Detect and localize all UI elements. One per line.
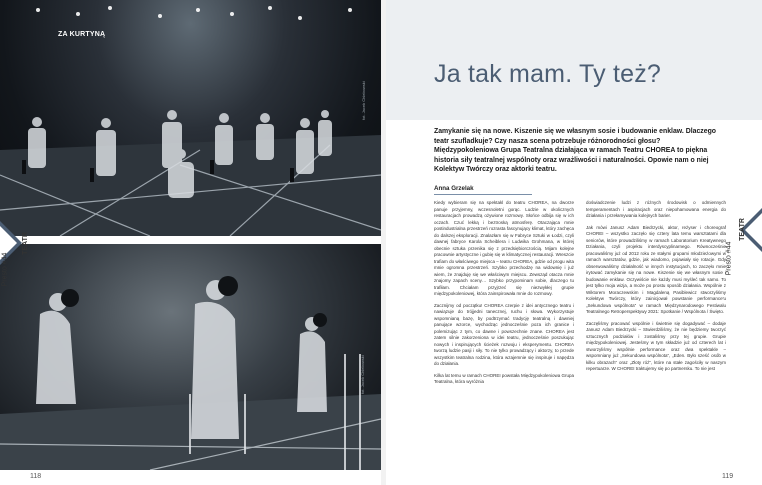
stage-photo-bottom bbox=[0, 244, 381, 470]
photo-credit-bottom: fot. Jacek Chlebowski bbox=[360, 355, 365, 394]
author-rule bbox=[434, 194, 532, 195]
side-tab-magazine-left: Presto #44 bbox=[1, 252, 9, 287]
body-paragraph: Jak mówi Janusz Adam Biedrzycki, aktor, reżyser i choreograf CHOREI – wszystko zaczęło się cztery lata temu warsztatami dla seniorów, które prowadziliśmy w ramach Laboratorium Kreatywnego Działania, czyli projektu interdyscyplinarnego. Równocześnie pracowaliśmy już od 2012 roku ze stałymi grupami młodzieżowymi w ramach warsztatów, gdzie, jak wiadomo, pojawiały się rotacje. Gdy obserwowaliśmy działalność w innych instytucjach, to zaczęło mnie irytować zamykanie się na nowe. Kiszenie się we własnym sosie i budowanie enklaw. Oczywiście nie każdy musi myśleć tak samo. To jest tylko moja wizja, a może po prostu sposób działania. Wspólnie z Wiktorem Moraczewskim i Magdaleną Pasiblewicz stworzyliśmy Kolektyw Twórczy, który zainicjował powstanie performance'u „Sekundowa wspólnota” w ramach Międzynarodowego Festiwalu Teatralnego Retroperspektywy 2021: Spotkanie / Wspólnota / Święto. bbox=[586, 224, 726, 314]
photo-credit-top: fot. Jacek Chlebowski bbox=[361, 81, 366, 120]
body-paragraph: Kilka lat temu w ramach CHOREI powstała Międzypokoleniowa Grupa Teatralna, która wyróżnia bbox=[434, 372, 574, 384]
page-number-right: 119 bbox=[722, 473, 734, 480]
section-label: ZA KURTYNĄ bbox=[58, 31, 106, 38]
body-column-1 bbox=[434, 200, 574, 470]
article-headline: Ja tak mam. Ty też? bbox=[434, 60, 662, 88]
body-paragraph: Zacznijmy od początku! CHOREA czerpie z idei antycznego teatru i nawiązuje do trójjedni tanecznej, ruchu i słowa. Wykorzystuje wspomnianą bazę, by podtrzymać tradycję teatralną i dawniej panujące wzorce, wychodząc jednocześnie poza ich granice i polemizując z tym, co dawne i powszechnie znane. CHOREA jest zatem silnie zakorzeniona w idei teatru, jednocześnie poszukując nowych i inspirujących ścieżek rozwoju i eksperymentu. CHOREA tworzą ludzie pasji i siły. To nie tylko prowadzący i aktorzy, to przede wszystkim teatralna rodzina, która wzajemnie się inspiruje i napędza do działania. bbox=[434, 302, 574, 366]
article-lead: Zamykanie się na nowe. Kiszenie się we własnym sosie i budowanie enklaw. Dlaczego teatr szufladkuje? Czy nasza scena potrzebuje różnorodności głosu? Międzypokoleniowa Grupa Teatralna działająca w ramach Teatru CHOREA to piękna historia siły teatralnej wspólnoty oraz wrażliwości i naturalności. Opowie nam o niej Kolektyw Twórczy oraz aktorki teatru. bbox=[434, 128, 716, 174]
side-tab-section-right: TEATR bbox=[738, 218, 746, 241]
stage-photo-top bbox=[0, 0, 381, 236]
side-tab-section-left: TEATR bbox=[21, 232, 29, 255]
side-arrow-right-inner bbox=[745, 213, 762, 247]
side-tab-magazine-right: Presto #44 bbox=[725, 241, 733, 276]
article-author: Anna Grzelak bbox=[434, 185, 474, 192]
page-number-left: 118 bbox=[30, 473, 42, 480]
right-page bbox=[386, 0, 762, 485]
body-paragraph: Zaczęliśmy pracować wspólnie i świetnie się dogadywać – dodaje Janusz Adam Biedrzycki – Stwierdziliśmy, że nie będziemy tworzyć sztucznych podziałów i zostaliśmy przy tej grupie. Grupie międzypokoleniowej. Jesteśmy w tym składzie już od czterech lat i stworzyliśmy wspólnie performance oraz dwa spektakle – wspomniany już „Sekundowa wspólnota”, „Eden. Było sześć osób w kilku obrazach” oraz „Złoty róż”, które na stałe zagościły w naszym repertuarze. W CHOREI traktujemy się po partnersku. To nie jest bbox=[586, 320, 726, 371]
body-paragraph: doświadczenie ludzi z różnych środowisk o odmiennych temperamentach i aspiracjach oraz niepohamowana energia do działania i przełamywania kolejnych barier. bbox=[586, 200, 726, 218]
body-column-2 bbox=[586, 200, 726, 470]
stage-scene-bottom bbox=[0, 244, 381, 470]
body-paragraph: Kiedy wybieram się na spektakl do teatru CHOREA, na dworze panuje przyjemny, wczesnoletni gorąc. Ludzie w okolicznych restauracjach prowadzą ożywione rozmowy. Słońce odbija się w ich oczach. Czuć lekką i beztroską atmosferę. Otaczająca mnie postindustrialna przestrzeń rozrasta fascynujący klimat, który zachęca do dalszej eksploracji. Znalazłam się w Fabryce Sztuki w Łodzi, czyli dawnej fabryce Karola Scheiblera i Ludwika Grohmana, w której obecnie sztuka przenika się z przedsiębiorczością. Mijam kolejne pracownie artystyczne i gubię się w klimatycznej restauracji. Wreszcie trafiam do właściwego miejsca – teatru CHOREA, gdzie od progu wita mnie ogromna przestrzeń. Szybko przechodzę na widownię i już wiem, że znajduję się we właściwym miejscu. Zewsząd otacza mnie znajomy zapach sceny… Szybko przypominam sobie, dlaczego tu trafiłam. Chciałam przyjrzeć się niezwykłej grupie międzypokoleniowej, która zainspirowała mnie do rozmowy. bbox=[434, 200, 574, 296]
